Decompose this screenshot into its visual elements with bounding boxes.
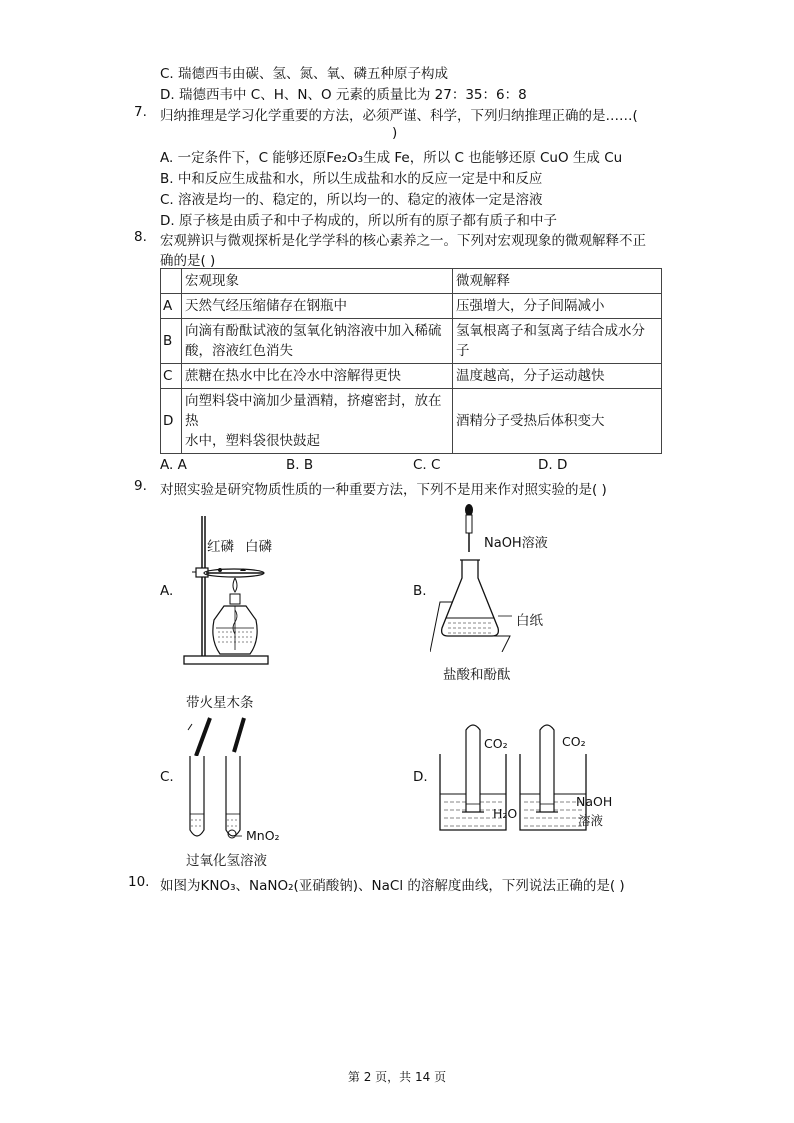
q9-option-c-label: C. [160,769,174,785]
row-phenomenon: 天然气经压缩储存在钢瓶中 [182,294,453,319]
q8-stem-line1: 宏观辨识与微观探析是化学学科的核心素养之一。下列对宏观现象的微观解释不正 [160,233,646,249]
table-header-explanation: 微观解释 [453,269,662,294]
row-phenomenon-line1: 向塑料袋中滴加少量酒精，挤瘪密封，放在热 [185,393,442,429]
row-explanation: 氢氧根离子和氢离子结合成水分子 [453,319,662,364]
q8-number: 8. [134,229,147,245]
table-header-row [161,269,662,294]
q6-option-c: C. 瑞德西韦由碳、氢、氮、氧、磷五种原子构成 [160,66,449,82]
figure-b-label-white-paper: 白纸 [516,613,543,629]
q9-number: 9. [134,478,147,494]
figure-a-phosphorus-combustion [180,510,280,670]
q8-choice-b: B. B [286,457,314,473]
row-phenomenon: 向滴有酚酞试液的氢氧化钠溶液中加入稀硫酸，溶液红色消失 [182,319,453,364]
row-explanation: 温度越高，分子运动越快 [453,364,662,389]
q7-paren-close: ) [392,125,398,141]
figure-c-label-h2o2: 过氧化氢溶液 [186,853,267,869]
q8-choice-d: D. D [538,457,568,473]
q7-option-c: C. 溶液是均一的、稳定的，所以均一的、稳定的液体一定是溶液 [160,192,543,208]
q10-stem: 如图为KNO₃、NaNO₂(亚硝酸钠)、NaCl 的溶解度曲线，下列说法正确的是( ) [160,878,625,894]
row-key: D [161,389,182,454]
q9-option-d-label: D. [413,769,428,785]
row-key: A [161,294,182,319]
figure-d-label-h2o: H₂O [493,806,518,821]
figure-b-label-hcl-phenolphthalein: 盐酸和酚酞 [443,667,511,683]
row-key: C [161,364,182,389]
figure-a-label-white-phosphorus: 白磷 [245,539,272,555]
q8-stem-line2: 确的是( ) [160,253,216,269]
table-cell [161,269,182,294]
figure-d-label-naoh: NaOH [576,794,613,809]
row-explanation: 压强增大，分子间隔减小 [453,294,662,319]
table-row [161,319,662,364]
q7-option-a: A. 一定条件下，C 能够还原Fe₂O₃生成 Fe，所以 C 也能够还原 CuO 生成 Cu [160,150,623,166]
row-explanation: 酒精分子受热后体积变大 [453,389,662,454]
figure-d-label-solution: 溶液 [578,813,604,828]
page-footer: 第 2 页，共 14 页 [347,1070,447,1084]
row-key: B [161,319,182,364]
figure-b-label-naoh: NaOH溶液 [484,536,548,551]
q9-stem: 对照实验是研究物质性质的一种重要方法，下列不是用来作对照实验的是( ) [160,482,607,498]
q8-choice-a: A. A [160,457,187,473]
row-phenomenon-line2: 水中，塑料袋很快鼓起 [185,433,320,449]
q7-stem: 归纳推理是学习化学重要的方法，必须严谨、科学，下列归纳推理正确的是……( [160,108,638,124]
q7-number: 7. [134,104,147,120]
row-phenomenon: 蔗糖在热水中比在冷水中溶解得更快 [182,364,453,389]
table-row [161,364,662,389]
q9-option-b-label: B. [413,583,427,599]
table-row [161,389,662,454]
figure-d-label-co2-left: CO₂ [484,736,508,751]
figure-b-neutralization-flask [430,502,520,652]
table-row [161,294,662,319]
figure-d-label-co2-right: CO₂ [562,734,586,749]
row-phenomenon [182,389,453,454]
figure-c-label-splint: 带火星木条 [186,695,254,711]
q9-option-a-label: A. [160,583,174,599]
figure-a-label-red-phosphorus: 红磷 [207,539,234,555]
q8-choice-c: C. C [413,457,441,473]
q8-table [160,268,662,454]
q7-option-d: D. 原子核是由质子和中子构成的，所以所有的原子都有质子和中子 [160,213,557,229]
figure-c-label-mno2: MnO₂ [246,828,280,843]
q10-number: 10. [128,874,150,890]
table-header-phenomenon: 宏观现象 [182,269,453,294]
q7-option-b: B. 中和反应生成盐和水，所以生成盐和水的反应一定是中和反应 [160,171,543,187]
q6-option-d: D. 瑞德西韦中 C、H、N、O 元素的质量比为 27：35：6：8 [160,87,527,103]
